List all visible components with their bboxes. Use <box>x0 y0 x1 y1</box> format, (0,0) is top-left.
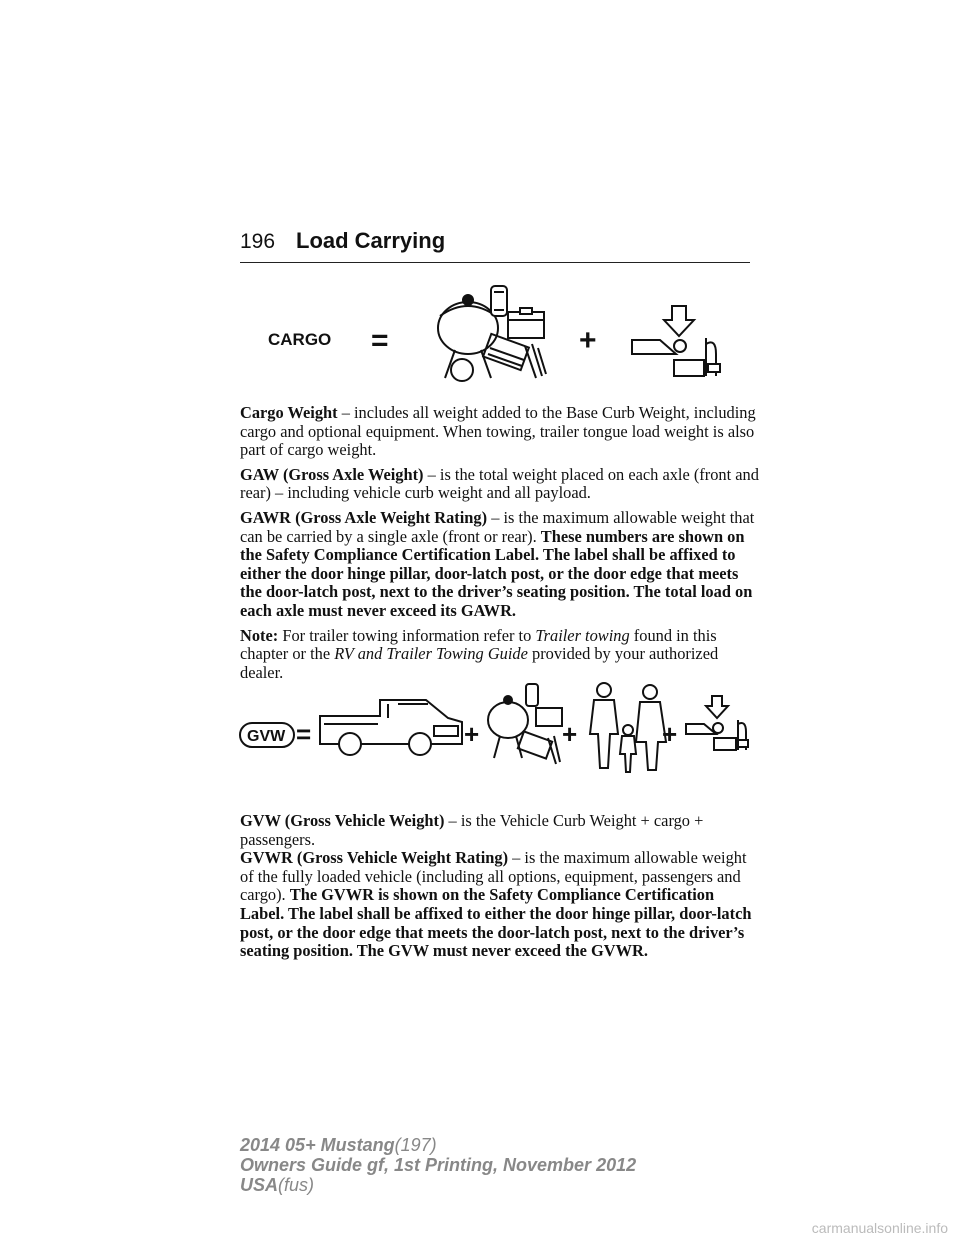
gvw-figure-graphic <box>238 678 760 788</box>
plus-sign: + <box>464 719 480 749</box>
cargo-figure-graphic <box>240 278 760 390</box>
footer-model: 2014 05+ Mustang <box>240 1135 395 1155</box>
gvw-badge <box>240 723 294 747</box>
plus-sign: + <box>662 719 678 749</box>
page-header <box>240 228 750 263</box>
cargo-weight-paragraph <box>240 404 760 460</box>
gaw-term: GAW (Gross Axle Weight) <box>240 464 424 484</box>
cargo-weight-definition: – includes all weight added to the Base Curb Weight, including cargo and optional equipment. When towing, trailer tongue load weight is also part of cargo weight. <box>240 403 756 460</box>
cargo-label: CARGO <box>268 330 332 349</box>
gvw-definition: – is the Vehicle Curb Weight + cargo + passengers. <box>240 811 704 849</box>
gvw-figure <box>238 678 760 788</box>
gvw-term: GVW (Gross Vehicle Weight) <box>240 811 445 830</box>
towing-guide-reference: RV and Trailer Towing Guide <box>334 644 528 664</box>
tongue-load-icon <box>632 306 720 376</box>
equals-sign: = <box>371 324 389 357</box>
footer-line-2: Owners Guide gf, 1st Printing, November 2012 <box>240 1155 637 1175</box>
gawr-warning: These numbers are shown on the Safety Compliance Certification Label. The label shall be affixed to either the door hinge pillar, door-latch post, or the door edge that meets the door-latch post, next to the driver’s seating position. The total load on each axle must never exceed its GAWR. <box>240 526 753 620</box>
section-gvw <box>240 812 760 967</box>
gvwr-definition: – is the maximum allowable weight of the fully loaded vehicle (including all options, equipment, passengers and cargo). <box>240 848 747 905</box>
equals-sign: = <box>296 719 312 749</box>
page-footer <box>240 1135 636 1195</box>
footer-line-1 <box>240 1135 636 1155</box>
note-label: Note: <box>240 625 279 645</box>
note-paragraph <box>240 627 760 683</box>
trailer-towing-reference: Trailer towing <box>535 625 630 645</box>
pickup-truck-icon <box>320 700 462 755</box>
plus-sign: + <box>562 719 578 749</box>
cargo-weight-term: Cargo Weight <box>240 403 338 422</box>
plus-sign: + <box>579 324 597 357</box>
page-number: 196 <box>240 230 276 253</box>
gawr-definition: – is the maximum allowable weight that can be carried by a single axle (front or rear). <box>240 507 755 546</box>
gvwr-warning: The GVWR is shown on the Safety Compliance Certification Label. The label shall be affixed to either the door hinge pillar, door-latch post, or the door edge that meets the door-latch post, next to the driver’s seating position. The GVW must never exceed the GVWR. <box>240 885 752 961</box>
footer-region-code: (fus) <box>278 1175 315 1195</box>
gawr-term: GAWR (Gross Axle Weight Rating) <box>240 507 488 527</box>
section-cargo-gaw <box>240 404 760 688</box>
cargo-figure <box>240 278 760 390</box>
note-text-1: For trailer towing information refer to <box>278 625 536 645</box>
watermark: carmanualsonline.info <box>811 1220 948 1236</box>
gvwr-term: GVWR (Gross Vehicle Weight Rating) <box>240 848 509 868</box>
chapter-title: Load Carrying <box>296 228 446 253</box>
gaw-definition: – is the total weight placed on each axle (front and rear) – including vehicle curb weight and all payload. <box>240 464 759 503</box>
passengers-icon <box>590 683 666 772</box>
gvwr-paragraph <box>240 849 760 961</box>
tongue-load-icon <box>686 696 748 750</box>
footer-line-3 <box>240 1175 636 1195</box>
cooler-icon <box>508 308 544 338</box>
gawr-paragraph <box>240 509 760 621</box>
gvw-paragraph <box>240 812 760 849</box>
gaw-paragraph <box>240 466 760 503</box>
gvw-label: GVW <box>247 728 286 745</box>
footer-region: USA <box>240 1175 279 1195</box>
footer-page-ref: (197) <box>394 1135 437 1155</box>
lantern-icon <box>491 286 507 316</box>
note-text-3: provided by your authorized dealer. <box>240 644 719 682</box>
equipment-icon <box>488 684 562 764</box>
note-text-2: found in this chapter or the <box>240 625 717 664</box>
